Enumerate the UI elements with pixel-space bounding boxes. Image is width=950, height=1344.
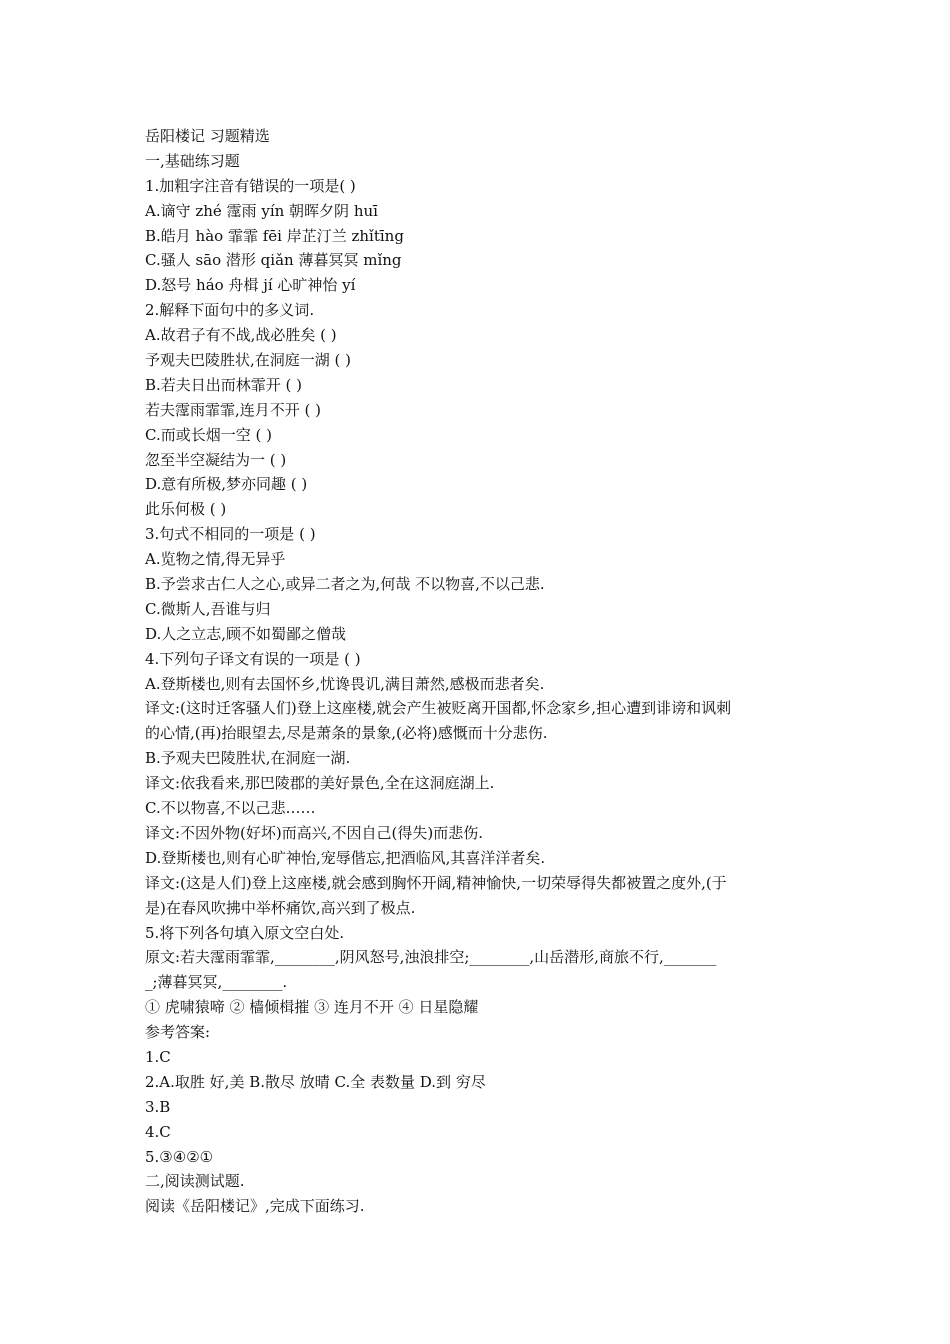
choices: ① 虎啸猿啼 ② 樯倾楫摧 ③ 连月不开 ④ 日星隐耀 xyxy=(145,998,479,1017)
option: B.皓月 hào 霏霏 fēi 岸芷汀兰 zhǐtīng xyxy=(145,226,404,245)
section-heading: 一,基础练习题 xyxy=(145,151,240,170)
translation: 译文:(这时迁客骚人们)登上这座楼,就会产生被贬离开国都,怀念家乡,担心遭到诽谤和讽刺 xyxy=(145,699,732,718)
translation: 是)在春风吹拂中举杯痛饮,高兴到了极点. xyxy=(145,898,416,917)
option: A.览物之情,得无异乎 xyxy=(145,550,286,569)
section-heading: 二,阅读测试题. xyxy=(145,1172,245,1191)
translation: 译文:(这是人们)登上这座楼,就会感到胸怀开阔,精神愉快,一切荣辱得失都被置之度外,(于 xyxy=(145,873,727,892)
fill-in-text: _;薄暮冥冥,________. xyxy=(145,973,288,992)
option: B.予观夫巴陵胜状,在洞庭一湖. xyxy=(145,749,351,768)
answer: 2.A.取胜 好,美 B.散尽 放晴 C.全 表数量 D.到 穷尽 xyxy=(145,1072,486,1091)
option: 忽至半空凝结为一 ( ) xyxy=(145,450,287,469)
answer: 5.③④②① xyxy=(145,1147,214,1166)
question: 4.下列句子译文有误的一项是 ( ) xyxy=(145,649,361,668)
option: C.不以物喜,不以己悲…… xyxy=(145,799,316,818)
option: B.若夫日出而林霏开 ( ) xyxy=(145,375,303,394)
translation: 的心情,(再)抬眼望去,尽是萧条的景象,(必将)感慨而十分悲伤. xyxy=(145,724,548,743)
translation: 译文:不因外物(好坏)而高兴,不因自己(得失)而悲伤. xyxy=(145,823,484,842)
document-title: 岳阳楼记 习题精选 xyxy=(145,127,270,145)
option: D.意有所极,梦亦同趣 ( ) xyxy=(145,475,308,494)
answers-heading: 参考答案: xyxy=(145,1023,211,1042)
option: D.登斯楼也,则有心旷神怡,宠辱偕忘,把酒临风,其喜洋洋者矣. xyxy=(145,848,546,867)
answer: 4.C xyxy=(145,1122,171,1141)
document-body xyxy=(145,124,810,1219)
option: C.微斯人,吾谁与归 xyxy=(145,599,271,618)
instruction: 阅读《岳阳楼记》,完成下面练习. xyxy=(145,1197,365,1216)
option: A.谪守 zhé 霪雨 yín 朝晖夕阴 huī xyxy=(145,201,378,220)
option: C.骚人 sāo 潜形 qiǎn 薄暮冥冥 mǐng xyxy=(145,251,402,270)
option: C.而或长烟一空 ( ) xyxy=(145,425,272,444)
option: D.人之立志,顾不如蜀鄙之僧哉 xyxy=(145,624,347,643)
option: 此乐何极 ( ) xyxy=(145,500,227,519)
option: A.故君子有不战,战必胜矣 ( ) xyxy=(145,326,337,345)
fill-in-text: 原文:若夫霪雨霏霏,________,阴风怒号,浊浪排空;________,山岳潜形,商旅不行,_______ xyxy=(145,948,717,967)
question: 1.加粗字注音有错误的一项是( ) xyxy=(145,176,356,195)
question: 3.句式不相同的一项是 ( ) xyxy=(145,525,316,544)
option: D.怒号 háo 舟楫 jí 心旷神怡 yí xyxy=(145,276,356,295)
answer: 1.C xyxy=(145,1047,171,1066)
question: 2.解释下面句中的多义词. xyxy=(145,301,315,320)
option: B.予尝求古仁人之心,或异二者之为,何哉 不以物喜,不以己悲. xyxy=(145,575,545,594)
question: 5.将下列各句填入原文空白处. xyxy=(145,923,345,942)
option: 予观夫巴陵胜状,在洞庭一湖 ( ) xyxy=(145,351,352,370)
answer: 3.B xyxy=(145,1097,171,1116)
option: A.登斯楼也,则有去国怀乡,忧谗畏讥,满目萧然,感极而悲者矣. xyxy=(145,674,545,693)
option: 若夫霪雨霏霏,连月不开 ( ) xyxy=(145,400,322,419)
translation: 译文:依我看来,那巴陵郡的美好景色,全在这洞庭湖上. xyxy=(145,774,495,793)
